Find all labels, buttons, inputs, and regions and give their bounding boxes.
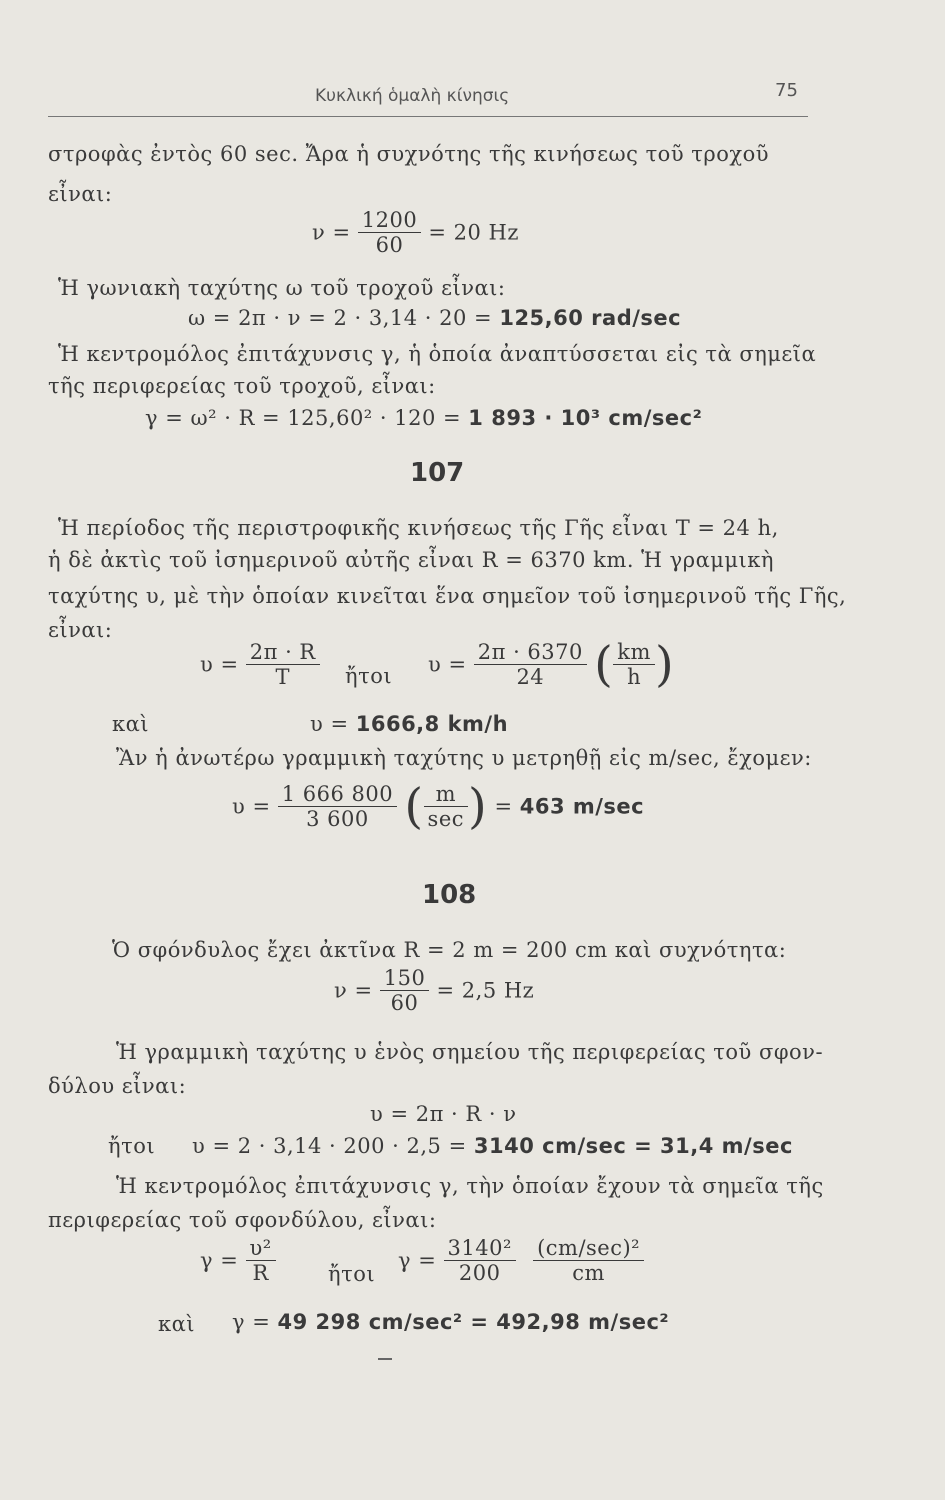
unit-fraction [424, 782, 468, 831]
text-line: Ἂν ἡ ἀνωτέρω γραμμικὴ ταχύτης υ μετρηθῇ εἰς m/sec, ἔχομεν: [116, 746, 812, 770]
numerator: 1200 [358, 208, 421, 233]
fraction [444, 1236, 516, 1285]
text-line: Ἡ περίοδος τῆς περιστροφικῆς κινήσεως τῆς Γῆς εἶναι T = 24 h, [58, 516, 779, 540]
running-header-title: Κυκλική ὁμαλὴ κίνησις [315, 86, 510, 106]
kai-word: καὶ [158, 1312, 196, 1336]
section-number-108: 108 [422, 880, 477, 910]
unit-denominator: cm [572, 1261, 605, 1285]
eq-plain: γ = ω² · R = 125,60² · 120 = [145, 406, 462, 430]
text-line: τῆς περιφερείας τοῦ τροχοῦ, εἶναι: [48, 374, 436, 398]
paren-close: ) [654, 636, 675, 693]
eq-lhs: υ = [200, 652, 239, 677]
eq-result: 3140 cm/sec = 31,4 m/sec [473, 1134, 793, 1158]
eq-lhs: ν = [334, 978, 373, 1003]
text-line: ταχύτης υ, μὲ τὴν ὁποίαν κινεῖται ἕνα σημεῖον τοῦ ἰσημερινοῦ τῆς Γῆς, [48, 584, 847, 608]
denominator: 3 600 [306, 807, 369, 831]
fraction [278, 782, 397, 831]
eq-lhs: γ = [398, 1248, 437, 1273]
fraction [246, 1236, 276, 1285]
equation-centripetal [145, 406, 702, 430]
eq-lhs: υ = [232, 794, 271, 819]
fraction [380, 966, 430, 1015]
equation-centripetal-values [398, 1236, 644, 1285]
unit-numerator: m [424, 782, 468, 807]
unit-fraction [613, 640, 655, 689]
equation-centripetal-general [200, 1236, 276, 1285]
denominator: 60 [375, 233, 404, 257]
numerator: υ² [246, 1236, 276, 1261]
eq-lhs: ν = [312, 220, 351, 245]
fraction [474, 640, 587, 689]
eq-result: 463 m/sec [519, 794, 645, 819]
hetoi-word: ἤτοι [108, 1134, 156, 1158]
text-line: στροφὰς ἐντὸς 60 sec. Ἄρα ἡ συχνότης τῆς κινήσεως τοῦ τροχοῦ [48, 142, 770, 166]
eq-rhs: = 2,5 Hz [436, 978, 535, 1003]
equation-velocity-general [200, 640, 320, 689]
equation-frequency [312, 208, 519, 257]
header-rule [48, 116, 808, 117]
numerator: 150 [380, 966, 430, 991]
hetoi-word: ἤτοι [345, 664, 393, 688]
eq-result: 49 298 cm/sec² = 492,98 m/sec² [277, 1310, 670, 1334]
equation-velocity-values [428, 636, 675, 693]
equation-velocity-msec [232, 778, 645, 835]
eq-result: 1 893 · 10³ cm/sec² [468, 406, 703, 430]
kai-word: καὶ [112, 712, 150, 736]
text-line: εἶναι: [48, 182, 113, 206]
text-line: Ἡ γωνιακὴ ταχύτης ω τοῦ τροχοῦ εἶναι: [58, 276, 506, 300]
text-line: ἡ δὲ ἀκτὶς τοῦ ἰσημερινοῦ αὐτῆς εἶναι R = 6370 km. Ἡ γραμμικὴ [48, 548, 774, 572]
unit-denominator: sec [427, 807, 465, 831]
hetoi-word: ἤτοι [328, 1262, 376, 1286]
denominator: T [275, 665, 290, 689]
text-line: Ἡ γραμμικὴ ταχύτης υ ἑνὸς σημείου τῆς περιφερείας τοῦ σφον- [116, 1040, 824, 1064]
eq-lhs: υ = [428, 652, 467, 677]
denominator: 200 [458, 1261, 501, 1285]
eq-plain: υ = [310, 712, 349, 736]
page-number: 75 [775, 80, 798, 101]
numerator: 2π · R [246, 640, 320, 665]
paren-open: ( [404, 778, 424, 835]
equation-centripetal-result [232, 1310, 669, 1334]
fraction [246, 640, 320, 689]
text-line: Ἡ κεντρομόλος ἐπιτάχυνσις γ, τὴν ὁποίαν ἔχουν τὰ σημεῖα τῆς [116, 1174, 824, 1198]
unit-fraction [533, 1236, 644, 1285]
eq-plain: υ = 2 · 3,14 · 200 · 2,5 = [192, 1134, 467, 1158]
section-number-107: 107 [410, 458, 465, 488]
eq-plain: γ = [232, 1310, 271, 1334]
eq-rhs: = 20 Hz [428, 220, 519, 245]
equation-frequency-108 [334, 966, 534, 1015]
unit-numerator: km [613, 640, 655, 665]
denominator: 24 [516, 665, 545, 689]
equation-linear-velocity-values [192, 1134, 793, 1158]
numerator: 1 666 800 [278, 782, 397, 807]
dash-mark [378, 1358, 392, 1360]
paren-close: ) [468, 778, 488, 835]
eq-result: 1666,8 km/h [355, 712, 509, 736]
unit-denominator: h [627, 665, 642, 689]
numerator: 2π · 6370 [474, 640, 587, 665]
unit-numerator: (cm/sec)² [533, 1236, 644, 1261]
text-line: Ὁ σφόνδυλος ἔχει ἀκτῖνα R = 2 m = 200 cm καὶ συχνότητα: [112, 938, 787, 962]
equation-linear-velocity: υ = 2π · R · ν [370, 1102, 517, 1126]
denominator: 60 [390, 991, 419, 1015]
text-line: Ἡ κεντρομόλος ἐπιτάχυνσις γ, ἡ ὁποία ἀναπτύσσεται εἰς τὰ σημεῖα [58, 342, 817, 366]
numerator: 3140² [444, 1236, 516, 1261]
equation-angular-velocity [188, 306, 681, 330]
eq-lhs: γ = [200, 1248, 239, 1273]
eq-result: 125,60 rad/sec [499, 306, 682, 330]
text-line: εἶναι: [48, 618, 113, 642]
denominator: R [252, 1261, 269, 1285]
equation-velocity-result [310, 712, 508, 736]
text-line: περιφερείας τοῦ σφονδύλου, εἶναι: [48, 1208, 437, 1232]
paren-open: ( [594, 636, 614, 693]
fraction [358, 208, 421, 257]
text-line: δύλου εἶναι: [48, 1074, 187, 1098]
eq-sign: = [494, 794, 513, 819]
eq-plain: ω = 2π · ν = 2 · 3,14 · 20 = [188, 306, 493, 330]
